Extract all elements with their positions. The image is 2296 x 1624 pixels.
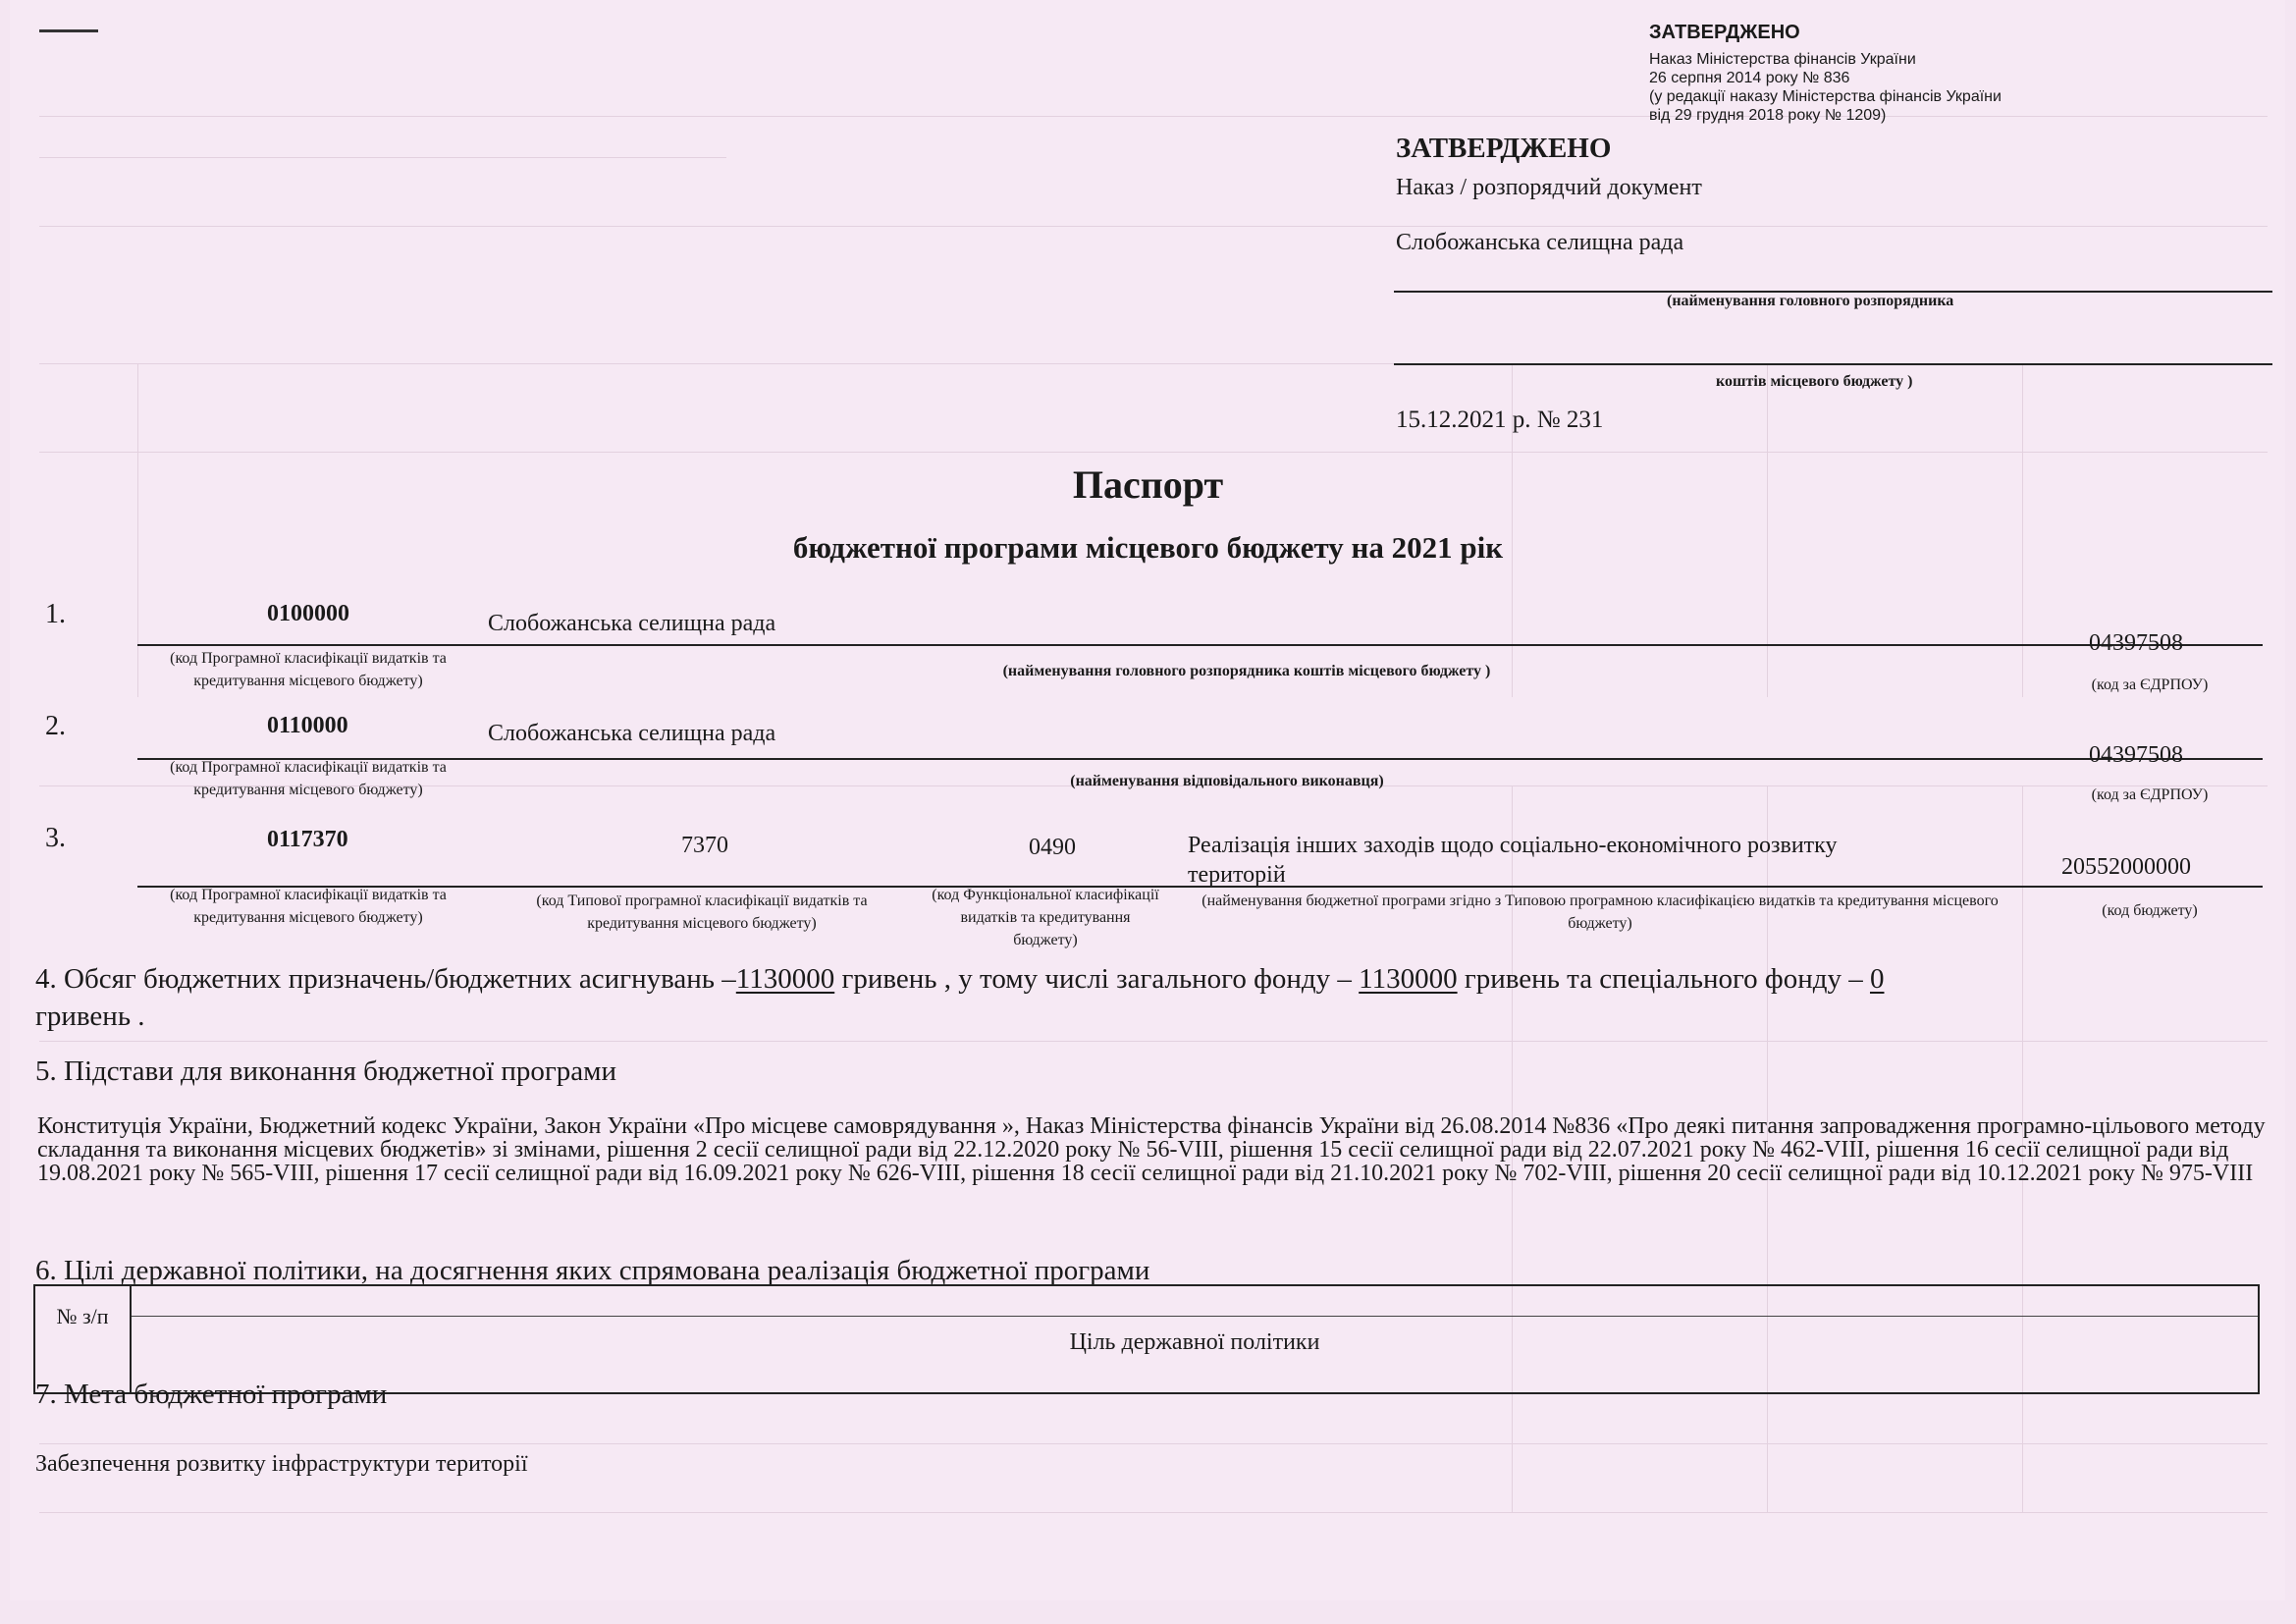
bleed-line	[39, 1512, 2268, 1513]
document-subtitle: бюджетної програми місцевого бюджету на 2021 рік	[792, 530, 1504, 565]
item2-code: 0110000	[267, 713, 348, 738]
item3-code-caption: (код Програмної класифікації видатків та кредитування місцевого бюджету)	[170, 887, 447, 926]
item1-line	[137, 644, 2263, 646]
item3-name-caption: (найменування бюджетної програми згідно з Типовою програмною класифікацією видатків та кредитування місцевого бюджету)	[1201, 893, 1999, 932]
stamp-line: (у редакції наказу Міністерства фінансів України	[1649, 88, 2002, 105]
section4-general: 1130000	[1359, 963, 1458, 995]
bleed-line	[39, 452, 2268, 453]
section4-text	[35, 960, 2273, 1035]
item3-number: 3.	[45, 823, 66, 853]
bleed-line	[39, 1041, 2268, 1042]
item1-code-caption: (код Програмної класифікації видатків та кредитування місцевого бюджету)	[170, 650, 447, 689]
item2-name-caption: (найменування відповідального виконавця)	[1070, 773, 1384, 789]
section7-text: Забезпечення розвитку інфраструктури території	[35, 1451, 528, 1477]
approval-caption: (найменування головного розпорядника	[1667, 293, 1954, 309]
bleed-line	[39, 226, 2268, 227]
section5-basis-text: Конституція України, Бюджетний кодекс України, Закон України «Про місцеве самоврядування », Наказ Міністерства фінансів України від 26.08.2014 №836 «Про деякі питання запровадження програмно-цільового методу складання та виконання місцевих бюджетів» зі змінами, рішення 2 сесії селищної ради від 22.12.2020 року № 56-VIII, рішення 15 сесії селищної ради від 22.07.2021 року № 462-VIII, рішення 16 сесії селищної ради від 19.08.2021 року № 565-VIII, рішення 17 сесії селищної ради від 16.09.2021 року № 626-VIII, рішення 18 сесії селищної ради від 21.10.2021 року № 702-VIII, рішення 20 сесії селищної ради від 10.12.2021 року № 975-VIII	[37, 1113, 2266, 1186]
table-header-goal: Ціль державної політики	[1069, 1329, 1320, 1355]
item2-code-caption: (код Програмної класифікації видатків та кредитування місцевого бюджету)	[170, 759, 447, 798]
approval-caption: коштів місцевого бюджету )	[1716, 373, 1913, 390]
stamp-line: від 29 грудня 2018 року № 1209)	[1649, 107, 1887, 124]
item3-func-code: 0490	[1029, 835, 1076, 860]
item1-edrpou: 04397508	[2089, 630, 2183, 656]
corner-mark	[39, 29, 98, 32]
stamp-title: ЗАТВЕРДЖЕНО	[1649, 22, 1800, 43]
item1-code: 0100000	[267, 601, 349, 626]
item1-edrpou-caption: (код за ЄДРПОУ)	[2091, 677, 2209, 693]
item3-code: 0117370	[267, 827, 348, 852]
item1-name: Слобожанська селищна рада	[488, 611, 776, 636]
item3-budget-code: 20552000000	[2061, 854, 2191, 880]
item3-name	[1188, 831, 2022, 890]
item2-edrpou: 04397508	[2089, 742, 2183, 768]
section4-suffix: гривень .	[35, 1001, 145, 1032]
section4-prefix: 4. Обсяг бюджетних призначень/бюджетних асигнувань –	[35, 963, 736, 995]
table-header-rule	[132, 1316, 2258, 1317]
approval-blank-line	[1394, 363, 2272, 365]
item3-name-line: Реалізація інших заходів щодо соціально-економічного розвитку	[1188, 833, 1838, 858]
approval-title: ЗАТВЕРДЖЕНО	[1396, 133, 1612, 164]
approval-date-number: 15.12.2021 р. № 231	[1396, 406, 1604, 433]
item3-typical-code: 7370	[681, 833, 728, 858]
stamp-line: Наказ Міністерства фінансів України	[1649, 51, 1916, 68]
section6-title: 6. Цілі державної політики, на досягнення яких спрямована реалізація бюджетної програми	[35, 1255, 1150, 1286]
section4-total: 1130000	[735, 963, 835, 995]
stamp-text	[1649, 50, 2002, 125]
section4-mid2: гривень та спеціального фонду –	[1457, 963, 1870, 995]
bleed-line	[39, 157, 726, 158]
item1-name-caption: (найменування головного розпорядника коштів місцевого бюджету )	[1002, 663, 1491, 679]
stamp-line: 26 серпня 2014 року № 836	[1649, 70, 1850, 86]
section7-title: 7. Мета бюджетної програми	[35, 1379, 388, 1410]
item3-func-caption: (код Функціональної класифікації видатків та кредитування бюджету)	[932, 887, 1159, 948]
item2-edrpou-caption: (код за ЄДРПОУ)	[2091, 786, 2209, 803]
document-title: Паспорт	[1072, 462, 1224, 507]
item3-name-line: територій	[1188, 862, 1286, 888]
approval-subtitle: Наказ / розпорядчий документ	[1396, 175, 1702, 200]
item2-number: 2.	[45, 711, 66, 741]
table-header-number: № з/п	[35, 1286, 132, 1392]
section4-special: 0	[1869, 963, 1885, 995]
item1-number: 1.	[45, 599, 66, 629]
bleed-line	[39, 1443, 2268, 1444]
approval-org: Слобожанська селищна рада	[1396, 230, 1684, 255]
section4-mid1: гривень , у тому числі загального фонду –	[834, 963, 1360, 995]
section5-title: 5. Підстави для виконання бюджетної програми	[35, 1056, 617, 1087]
item3-typical-caption: (код Типової програмної класифікації видатків та кредитування місцевого бюджету)	[536, 893, 868, 932]
item2-name: Слобожанська селищна рада	[488, 721, 776, 746]
item3-budget-caption: (код бюджету)	[2102, 902, 2198, 919]
